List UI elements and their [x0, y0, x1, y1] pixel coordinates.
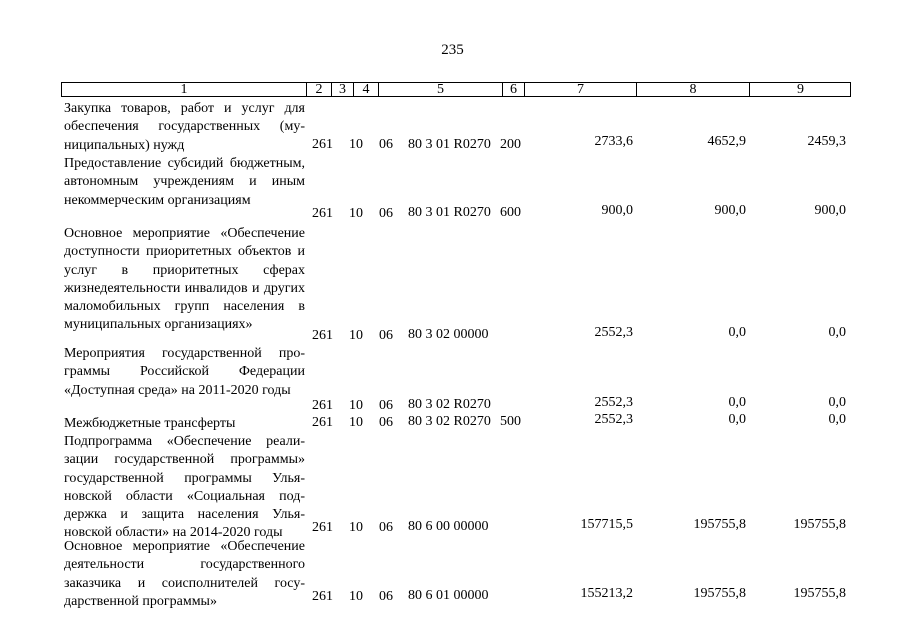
cell-col-5: 80 3 02 R0270 [408, 397, 491, 412]
column-header-6: 6 [502, 83, 524, 97]
cell-col-7: 2552,3 [594, 412, 633, 427]
column-header-5: 5 [378, 83, 502, 97]
cell-col-8: 0,0 [728, 325, 746, 340]
column-header-4: 4 [353, 83, 378, 97]
page-number: 235 [441, 42, 464, 58]
cell-col-7: 2552,3 [594, 395, 633, 410]
cell-col-8: 0,0 [728, 395, 746, 410]
cell-col-7: 2733,6 [594, 134, 633, 149]
cell-col-7: 2552,3 [594, 325, 633, 340]
cell-col-9: 0,0 [828, 395, 846, 410]
column-header-1: 1 [180, 82, 188, 97]
cell-col-3: 10 [349, 415, 363, 430]
cell-col-3: 10 [349, 520, 363, 535]
row-description: Мероприятия государственной программы Российской Федерации «Доступная среда» на 2011-2020 годы [64, 346, 305, 398]
cell-col-9: 0,0 [828, 325, 846, 340]
cell-col-8: 195755,8 [693, 586, 746, 601]
cell-col-2: 261 [312, 415, 333, 430]
cell-col-9: 900,0 [814, 203, 846, 218]
cell-col-3: 10 [349, 589, 363, 604]
cell-col-6: 600 [500, 205, 521, 220]
row-description: Подпрограмма «Обеспечение реализации государственной программы» государственной программы Ульяновской области «Социальная поддержка и защита населения Ульяновской области» на 2014-2020 годы [64, 434, 305, 541]
cell-col-8: 0,0 [728, 412, 746, 427]
table-header-row [61, 82, 851, 97]
cell-col-9: 195755,8 [793, 586, 846, 601]
cell-col-5: 80 3 02 00000 [408, 327, 489, 342]
cell-col-2: 261 [312, 398, 333, 413]
cell-col-4: 06 [379, 589, 393, 604]
cell-col-3: 10 [349, 398, 363, 413]
cell-col-4: 06 [379, 398, 393, 413]
column-header-7: 7 [524, 83, 636, 97]
cell-col-8: 4652,9 [707, 134, 746, 149]
cell-col-3: 10 [349, 206, 363, 221]
cell-col-6: 500 [500, 414, 521, 429]
cell-col-4: 06 [379, 206, 393, 221]
cell-col-7: 155213,2 [580, 586, 633, 601]
cell-col-8: 195755,8 [693, 517, 746, 532]
row-description: Межбюджетные трансферты [64, 416, 236, 431]
cell-col-4: 06 [379, 328, 393, 343]
cell-col-4: 06 [379, 415, 393, 430]
cell-col-6: 200 [500, 137, 521, 152]
cell-col-9: 195755,8 [793, 517, 846, 532]
cell-col-8: 900,0 [714, 203, 746, 218]
cell-col-7: 900,0 [601, 203, 633, 218]
cell-col-2: 261 [312, 206, 333, 221]
row-description: Закупка товаров, работ и услуг для обеспечения государственных (муниципальных) нужд [64, 101, 305, 153]
column-header-9: 9 [749, 83, 851, 97]
cell-col-5: 80 3 02 R0270 [408, 414, 491, 429]
cell-col-4: 06 [379, 137, 393, 152]
cell-col-7: 157715,5 [580, 517, 633, 532]
row-description: Основное мероприятие «Обеспечение деятельности государственного заказчика и соисполнителей государственной программы» [64, 539, 305, 609]
column-header-3: 3 [331, 83, 353, 97]
cell-col-2: 261 [312, 589, 333, 604]
column-header-2: 2 [306, 83, 331, 97]
cell-col-4: 06 [379, 520, 393, 535]
cell-col-5: 80 3 01 R0270 [408, 137, 491, 152]
cell-col-5: 80 6 00 00000 [408, 519, 489, 534]
row-description: Основное мероприятие «Обеспечение доступности приоритетных объектов и услуг в приоритетных сферах жизнедеятельности инвалидов и других маломобильных групп населения в муниципальных организациях» [64, 226, 305, 333]
row-description: Предоставление субсидий бюджетным, автономным учреждениям и иным некоммерческим организациям [64, 156, 305, 208]
column-header-8: 8 [636, 83, 749, 97]
cell-col-2: 261 [312, 328, 333, 343]
cell-col-5: 80 3 01 R0270 [408, 205, 491, 220]
cell-col-3: 10 [349, 328, 363, 343]
cell-col-9: 2459,3 [807, 134, 846, 149]
cell-col-2: 261 [312, 520, 333, 535]
cell-col-2: 261 [312, 137, 333, 152]
cell-col-5: 80 6 01 00000 [408, 588, 489, 603]
cell-col-3: 10 [349, 137, 363, 152]
cell-col-9: 0,0 [828, 412, 846, 427]
